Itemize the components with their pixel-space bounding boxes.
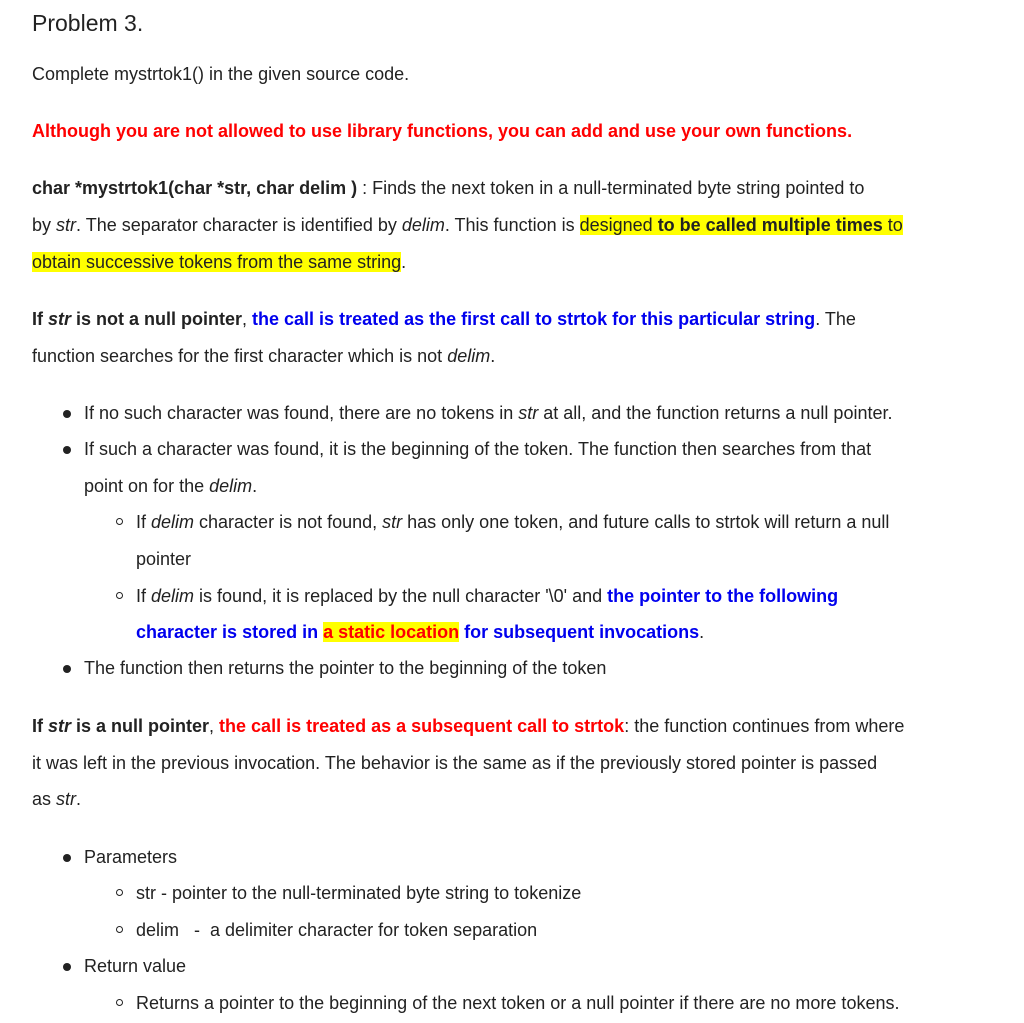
first-call-line-1: If str is not a null pointer, the call is treated as the first call to strtok for this particular string. The (32, 309, 856, 329)
first-call-line-2: function searches for the first character which is not delim. (32, 346, 496, 366)
signature-line-1: char *mystrtok1(char *str, char delim ) : Finds the next token in a null-terminated byte string pointed to (32, 178, 865, 198)
subsequent-line-3: as str. (32, 789, 82, 809)
sub-bullet-item-1-line-2: pointer (136, 549, 192, 569)
bullet-item-3: The function then returns the pointer to the beginning of the token (84, 658, 607, 678)
function-signature: char *mystrtok1(char *str, char delim ) (32, 178, 358, 198)
subsequent-emphasis: the call is treated as a subsequent call to strtok (219, 716, 625, 736)
bullet-dot (63, 446, 71, 454)
page-title: Problem 3. (32, 10, 144, 36)
highlight-designed: designed (579, 215, 658, 235)
bullet-dot (63, 410, 71, 418)
bullet-item-2-line-2: point on for the delim. (84, 476, 258, 496)
sub-bullet-circle (116, 592, 123, 599)
bullet-item-1: If no such character was found, there are no tokens in str at all, and the function returns a null pointer. (84, 403, 893, 423)
return-value-label: Return value (84, 956, 187, 976)
parameters-label: Parameters (84, 847, 178, 867)
intro-text: Complete mystrtok1() in the given source code. (32, 64, 410, 84)
sub-bullet-circle (116, 926, 123, 933)
signature-line-3: obtain successive tokens from the same string. (32, 252, 407, 272)
sub-bullet-item-1: If delim character is not found, str has only one token, and future calls to strtok will return a null (136, 512, 890, 532)
bullet-item-2: If such a character was found, it is the beginning of the token. The function then searches from that (84, 439, 872, 459)
return-value-desc: Returns a pointer to the beginning of the next token or a null pointer if there are no more tokens. (136, 993, 900, 1013)
signature-line-2: by str. The separator character is identified by delim. This function is designed to be called multiple times to (32, 215, 903, 235)
bullet-dot (63, 854, 71, 862)
warning-text: Although you are not allowed to use library functions, you can add and use your own functions. (32, 121, 853, 141)
sub-bullet-circle (116, 518, 123, 525)
subsequent-line-1: If str is a null pointer, the call is treated as a subsequent call to strtok: the function continues from where (32, 716, 905, 736)
sub-bullet-circle (116, 889, 123, 896)
highlight-static-location: a static location (323, 622, 460, 642)
sub-bullet-item-2-line-2: character is stored in a static location for subsequent invocations. (136, 622, 705, 642)
sub-bullet-circle (116, 999, 123, 1006)
param-str: str - pointer to the null-terminated byte string to tokenize (136, 883, 582, 903)
highlight-successive: obtain successive tokens from the same string (32, 252, 402, 272)
sub-bullet-item-2: If delim is found, it is replaced by the null character '\0' and the pointer to the following (136, 586, 839, 606)
bullet-dot (63, 963, 71, 971)
subsequent-line-2: it was left in the previous invocation. The behavior is the same as if the previously stored pointer is passed (32, 753, 878, 773)
first-call-emphasis: the call is treated as the first call to strtok for this particular string (252, 309, 816, 329)
bullet-dot (63, 665, 71, 673)
param-delim: delim - a delimiter character for token separation (136, 920, 538, 940)
